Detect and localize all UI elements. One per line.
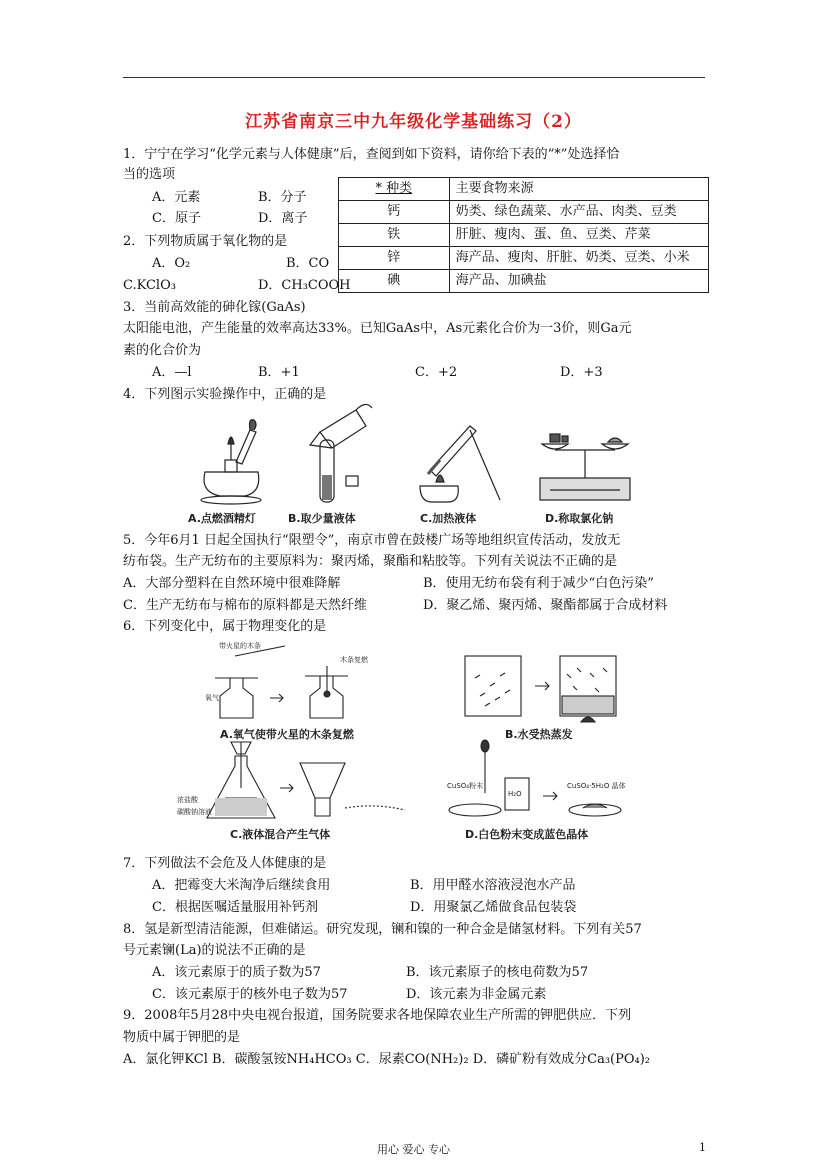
table-cell-element: 铁 bbox=[339, 224, 450, 247]
q1-option-a: A．元素 bbox=[152, 190, 201, 205]
q9-stem-line1: 9．2008年5月28中央电视台报道，国务院要求各地保障农业生产所需的钾肥供应．下列 bbox=[123, 1008, 632, 1023]
table-row bbox=[339, 201, 709, 224]
table-row bbox=[339, 247, 709, 270]
label-acid: 浓盐酸 bbox=[177, 796, 198, 804]
balance-illustration bbox=[540, 434, 630, 500]
q2-option-c: C.KClO₃ bbox=[123, 278, 176, 293]
q3-option-c: C．+2 bbox=[415, 365, 458, 380]
q5-option-d: D．聚乙烯、聚丙烯、聚酯都属于合成材料 bbox=[423, 598, 668, 613]
page-number: 1 bbox=[699, 1141, 706, 1154]
q3-option-a: A．—l bbox=[152, 365, 192, 380]
q5-stem-line1: 5．今年6月1 日起全国执行“限塑令”，南京市曾在鼓楼广场等地组织宣传活动，发放无 bbox=[123, 533, 621, 548]
table-cell-element: 钙 bbox=[339, 201, 450, 224]
table-header-row bbox=[339, 178, 709, 201]
q3-stem-line3: 素的化合价为 bbox=[123, 343, 202, 358]
q2-option-a: A．O₂ bbox=[152, 256, 191, 271]
q8-stem-line1: 8．氢是新型清洁能源，但难储运。研究发现，镧和镍的一种合金是储氢材料。下列有关57 bbox=[123, 922, 642, 937]
q4-caption-b: B.取少量液体 bbox=[288, 512, 356, 525]
q5-option-c: C．生产无纺布与棉布的原料都是天然纤维 bbox=[123, 598, 367, 613]
food-source-table bbox=[338, 177, 709, 293]
label-crystal: CuSO₄·5H₂O 晶体 bbox=[567, 782, 626, 790]
q7-stem: 7．下列做法不会危及人体健康的是 bbox=[123, 856, 327, 871]
q2-stem: 2．下列物质属于氧化物的是 bbox=[123, 234, 288, 249]
page-title: 江苏省南京三中九年级化学基础练习（2） bbox=[245, 112, 582, 132]
q3-option-d: D．+3 bbox=[560, 365, 603, 380]
pouring-liquid-illustration bbox=[310, 404, 372, 502]
label-relight: 木条复燃 bbox=[340, 656, 368, 664]
q6-caption-c: C.液体混合产生气体 bbox=[230, 828, 331, 841]
label-carbonate: 碳酸钠溶液 bbox=[177, 808, 212, 816]
q8-option-d: D．该元素为非金属元素 bbox=[406, 987, 547, 1002]
q4-figure bbox=[170, 400, 650, 530]
label-oxygen: 氧气 bbox=[205, 694, 219, 702]
q1-option-c: C．原子 bbox=[152, 211, 201, 226]
q2-option-d: D．CH₃COOH bbox=[258, 278, 351, 293]
label-cuso4: CuSO₄粉末 bbox=[447, 782, 484, 790]
q7-option-b: B．用甲醛水溶液浸泡水产品 bbox=[410, 878, 576, 893]
q7-option-a: A．把霉变大米淘净后继续食用 bbox=[152, 878, 331, 893]
q9-options: A．氯化钾KCl B．碳酸氢铵NH₄HCO₃ C．尿素CO(NH₂)₂ D．磷矿粉有效成分Ca₃(PO₄)₂ bbox=[123, 1052, 651, 1067]
copper-sulfate-illustration bbox=[447, 740, 626, 816]
q7-option-c: C．根据医嘱适量服用补钙剂 bbox=[152, 900, 318, 915]
q8-option-a: A．该元素原于的质子数为57 bbox=[152, 965, 321, 980]
table-cell-source: 肝脏、瘦肉、蛋、鱼、豆类、芹菜 bbox=[449, 224, 708, 247]
header-rule bbox=[123, 77, 705, 78]
table-cell-source: 海产品、加碘盐 bbox=[449, 270, 708, 293]
q1-option-b: B．分子 bbox=[258, 190, 307, 205]
q5-option-a: A．大部分塑料在自然环境中很难降解 bbox=[123, 576, 341, 591]
table-row bbox=[339, 270, 709, 293]
q4-caption-d: D.称取氯化钠 bbox=[545, 512, 614, 525]
table-cell-element: 锌 bbox=[339, 247, 450, 270]
alcohol-lamp-illustration bbox=[201, 420, 261, 504]
q2-option-b: B．CO bbox=[286, 256, 330, 271]
q6-stem: 6．下列变化中，属于物理变化的是 bbox=[123, 619, 327, 634]
table-cell-element: 碘 bbox=[339, 270, 450, 293]
table-header-type: * 种类 bbox=[339, 178, 450, 201]
q7-option-d: D．用聚氯乙烯做食品包装袋 bbox=[410, 900, 577, 915]
q4-stem: 4．下列图示实验操作中，正确的是 bbox=[123, 387, 327, 402]
heating-liquid-illustration bbox=[420, 426, 500, 502]
q6-figure bbox=[175, 638, 655, 853]
q6-caption-d: D.白色粉末变成蓝色晶体 bbox=[465, 828, 589, 841]
q3-stem-line1: 3．当前高效能的砷化镓(GaAs) bbox=[123, 300, 306, 315]
q5-option-b: B．使用无纺布袋有利于减少“白色污染” bbox=[423, 576, 654, 591]
table-row bbox=[339, 224, 709, 247]
q3-stem-line2: 太阳能电池，产生能量的效率高达33%。已知GaAs中，As元素化合价为一3价，则Ga元 bbox=[123, 321, 632, 336]
water-evaporation-illustration bbox=[465, 656, 616, 722]
q4-caption-c: C.加热液体 bbox=[420, 512, 477, 525]
q6-caption-b: B.水受热蒸发 bbox=[505, 728, 573, 741]
table-cell-source: 海产品、瘦肉、肝脏、奶类、豆类、小米 bbox=[449, 247, 708, 270]
label-stick: 带火星的木条 bbox=[219, 642, 261, 650]
q9-stem-line2: 物质中属于钾肥的是 bbox=[123, 1030, 241, 1045]
q3-option-b: B．+1 bbox=[258, 365, 300, 380]
q1-stem-line1: 1．宁宁在学习“化学元素与人体健康”后，查阅到如下资料，请你给下表的“*”处选择恰 bbox=[123, 147, 620, 162]
q8-option-b: B．该元素原子的核电荷数为57 bbox=[406, 965, 589, 980]
q5-stem-line2: 纺布袋。生产无纺布的主要原料为：聚丙烯，聚酯和粘胶等。下列有关说法不正确的是 bbox=[123, 554, 618, 569]
table-header-source: 主要食物来源 bbox=[449, 178, 708, 201]
q4-caption-a: A.点燃酒精灯 bbox=[188, 512, 256, 525]
q1-stem-line2: 当的选项 bbox=[123, 167, 176, 182]
gas-production-illustration bbox=[177, 742, 405, 818]
oxygen-bottle-illustration bbox=[205, 641, 369, 718]
q8-option-c: C．该元素原于的核外电子数为57 bbox=[152, 987, 348, 1002]
table-cell-source: 奶类、绿色蔬菜、水产品、肉类、豆类 bbox=[449, 201, 708, 224]
page-footer: 用心 爱心 专心 bbox=[377, 1143, 450, 1156]
label-water: H₂O bbox=[508, 790, 522, 798]
q6-caption-a: A.氧气使带火星的木条复燃 bbox=[220, 728, 354, 741]
q8-stem-line2: 号元素镧(La)的说法不正确的是 bbox=[123, 943, 306, 958]
q1-option-d: D．离子 bbox=[258, 211, 308, 226]
